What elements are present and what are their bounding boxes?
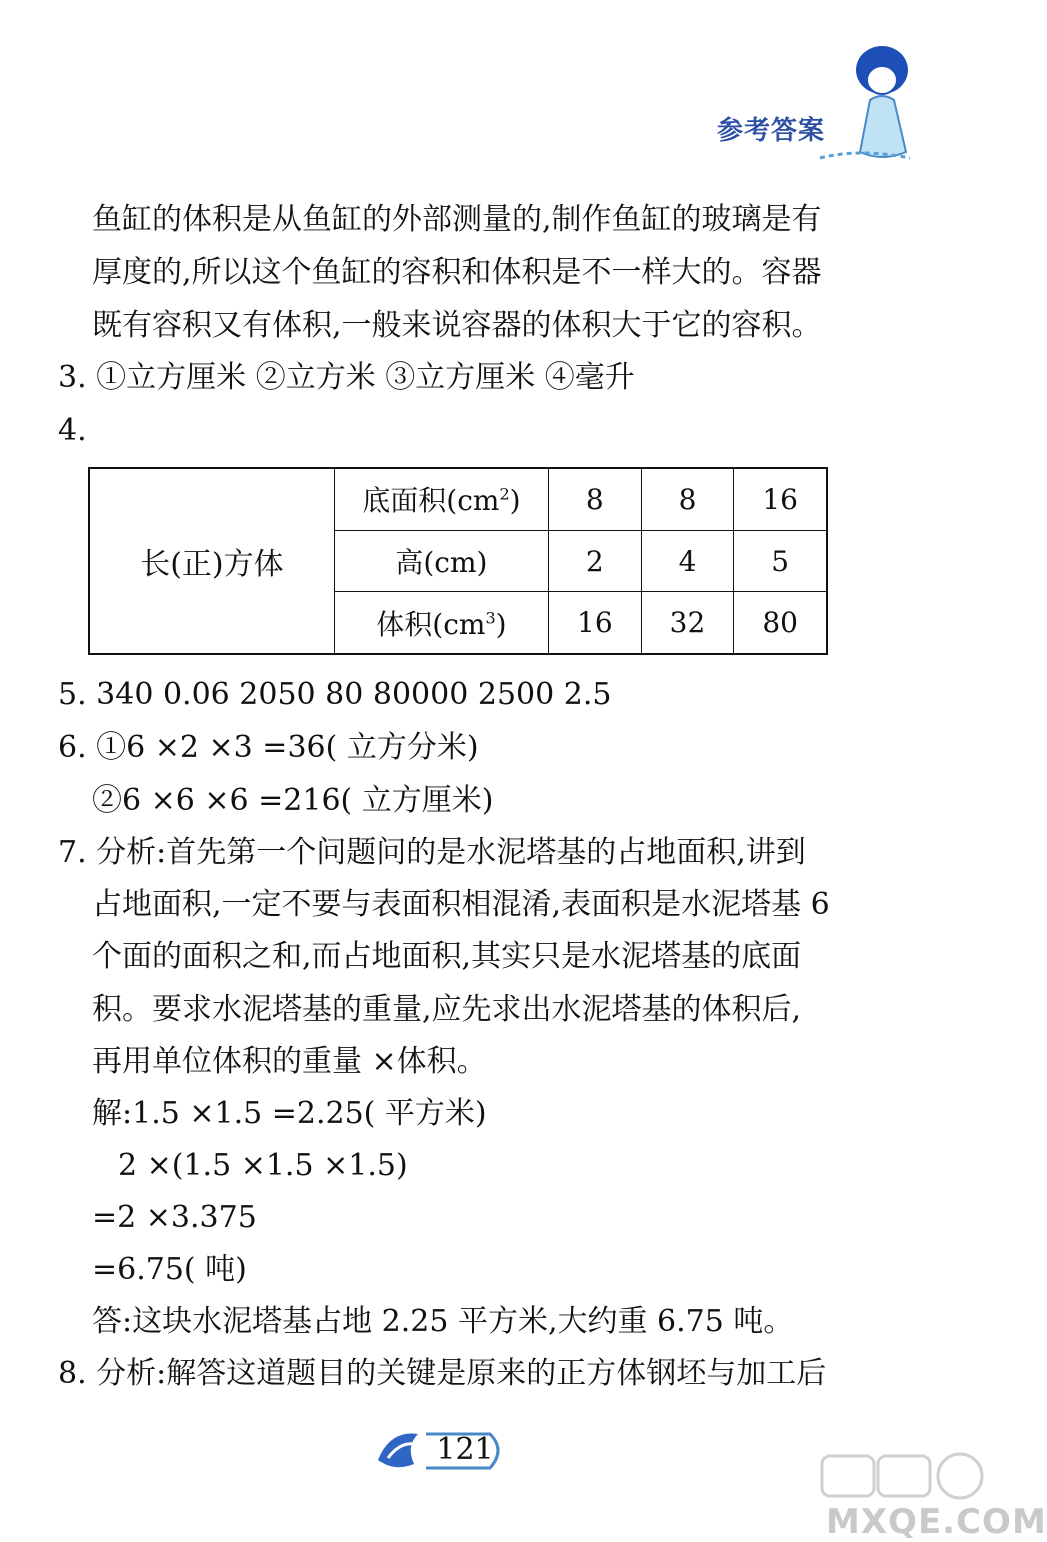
text-line-3: 既有容积又有体积,一般来说容器的体积大于它的容积。 [92, 308, 822, 343]
solution-step-2: 2 ×(1.5 ×1.5 ×1.5) [118, 1148, 408, 1183]
watermark-text: MXQE.COM [826, 1502, 1047, 1542]
table-header-cell: 体积$(cm^3)$ [334, 592, 548, 654]
answer-7-line-3: 个面的面积之和,而占地面积,其实只是水泥塔基的底面 [92, 939, 802, 974]
solution-step-4: =6.75( 吨) [92, 1252, 247, 1287]
answer-5: 5. 340 0.06 2050 80 80000 2500 2.5 [58, 677, 612, 712]
table-cell: 16 [734, 468, 827, 530]
answer-4-label: 4. [58, 413, 87, 448]
mascot-illustration [850, 40, 920, 165]
answer-7-line-1: 7. 分析:首先第一个问题问的是水泥塔基的占地面积,讲到 [58, 835, 806, 870]
answer-3: 3. ①立方厘米 ②立方米 ③立方厘米 ④毫升 [58, 360, 635, 395]
table-cell: 2 [549, 530, 642, 592]
table-cell: 16 [549, 592, 642, 654]
table-row-label: 长(正)方体 [89, 468, 334, 654]
solution-step-3: =2 ×3.375 [92, 1200, 257, 1235]
table-row [89, 468, 827, 530]
cuboid-volume-table [88, 467, 828, 655]
answer-7-line-5: 再用单位体积的重量 ×体积。 [92, 1044, 487, 1079]
text-line-2: 厚度的,所以这个鱼缸的容积和体积是不一样大的。容器 [92, 255, 822, 290]
table-header-cell: 底面积$(cm^2)$ [334, 468, 548, 530]
answer-8-line-1: 8. 分析:解答这道题目的关键是原来的正方体钢坯与加工后 [58, 1356, 827, 1391]
header-label: 参考答案 [717, 116, 826, 146]
table-cell: 8 [549, 468, 642, 530]
table-header-cell: 高(cm) [334, 530, 548, 592]
solution-step-1: 解:1.5 ×1.5 =2.25( 平方米) [92, 1096, 487, 1131]
table-cell: 32 [641, 592, 734, 654]
table-cell: 5 [734, 530, 827, 592]
table-cell: 8 [641, 468, 734, 530]
table-cell: 80 [734, 592, 827, 654]
answer-statement: 答:这块水泥塔基占地 2.25 平方米,大约重 6.75 吨。 [92, 1304, 794, 1339]
answer-7-line-4: 积。要求水泥塔基的重量,应先求出水泥塔基的体积后, [92, 992, 802, 1027]
text-line-1: 鱼缸的体积是从鱼缸的外部测量的,制作鱼缸的玻璃是有 [92, 202, 822, 237]
page-number: 121 [436, 1432, 494, 1467]
answer-6-part-1: 6. ①6 ×2 ×3 =36( 立方分米) [58, 730, 479, 765]
answer-7-line-2: 占地面积,一定不要与表面积相混淆,表面积是水泥塔基 6 [92, 887, 830, 922]
table-cell: 4 [641, 530, 734, 592]
answer-6-part-2: ②6 ×6 ×6 =216( 立方厘米) [92, 783, 494, 818]
watermark-badge-icon [820, 1452, 990, 1502]
